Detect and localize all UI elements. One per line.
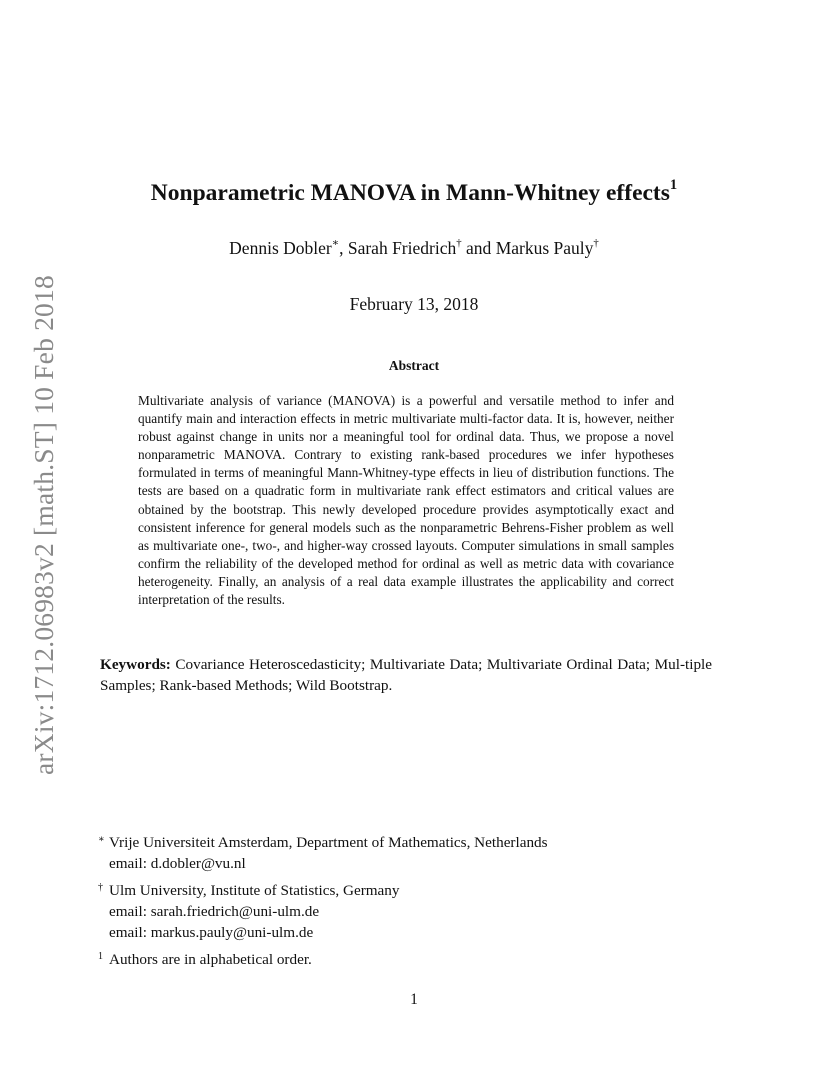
footnote-line: Vrije Universiteit Amsterdam, Department of Mathematics, Netherlands [109, 834, 548, 851]
footnote-mark: ∗ [98, 834, 105, 845]
author-name: Sarah Friedrich [347, 238, 457, 258]
footnote-email: email: d.dobler@vu.nl [109, 855, 246, 872]
arxiv-stamp: arXiv:1712.06983v2 [math.ST] 10 Feb 2018 [28, 275, 59, 775]
author-name: Dennis Dobler [229, 238, 332, 258]
author-separator: , [339, 238, 348, 258]
footnotes [98, 832, 698, 976]
footnote-affiliation-1 [98, 832, 698, 874]
author-name: Markus Pauly [495, 238, 594, 258]
title-footnote-mark: 1 [669, 177, 678, 193]
author-separator: and [461, 238, 496, 258]
keywords-text: Covariance Heteroscedasticity; Multivariate Data; Multivariate Ordinal Data; Mul-tiple Samples; Rank-based Methods; Wild Bootstrap. [100, 656, 713, 694]
footnote-affiliation-2 [98, 880, 698, 943]
paper-title [0, 177, 828, 207]
keywords-section [100, 654, 712, 696]
keywords-label: Keywords: [100, 656, 171, 673]
author-affiliation-mark: ∗ [331, 236, 340, 249]
title-text: Nonparametric MANOVA in Mann-Whitney effects [150, 180, 670, 206]
abstract-heading: Abstract [388, 358, 440, 373]
footnote-line: Ulm University, Institute of Statistics, Germany [109, 882, 400, 899]
author-list [0, 238, 828, 259]
footnote-email: email: sarah.friedrich@uni-ulm.de [109, 903, 320, 920]
publication-date: February 13, 2018 [349, 294, 479, 314]
footnote-email: email: markus.pauly@uni-ulm.de [109, 924, 314, 941]
footnote-mark: † [98, 882, 103, 893]
page-number: 1 [410, 991, 418, 1008]
footnote-mark: 1 [98, 951, 103, 962]
footnote-author-order [98, 949, 698, 970]
abstract-body: Multivariate analysis of variance (MANOVA) is a powerful and versatile method to infer and quantify main and interaction effects in metric multivariate multi-factor data. It is, however, neither robust against change in units nor a meaningful tool for ordinal data. Thus, we propose a novel nonparametric MANOVA. Contrary to existing rank-based procedures we infer hypotheses formulated in terms of meaningful Mann-Whitney-type effects in lieu of distribution functions. The tests are based on a quadratic form in multivariate rank effect estimators and critical values are obtained by the bootstrap. This newly developed procedure provides asymptotically exact and consistent inference for general models such as the nonparametric Behrens-Fisher problem as well as multivariate one-, two-, and higher-way crossed layouts. Computer simulations in small samples confirm the reliability of the developed method for ordinal as well as metric data with covariance heterogeneity. Finally, an analysis of a real data example illustrates the applicability and correct interpretation of the results. [138, 393, 674, 608]
author-affiliation-mark: † [593, 236, 599, 249]
footnote-line: Authors are in alphabetical order. [109, 951, 312, 968]
author-affiliation-mark: † [456, 236, 462, 249]
